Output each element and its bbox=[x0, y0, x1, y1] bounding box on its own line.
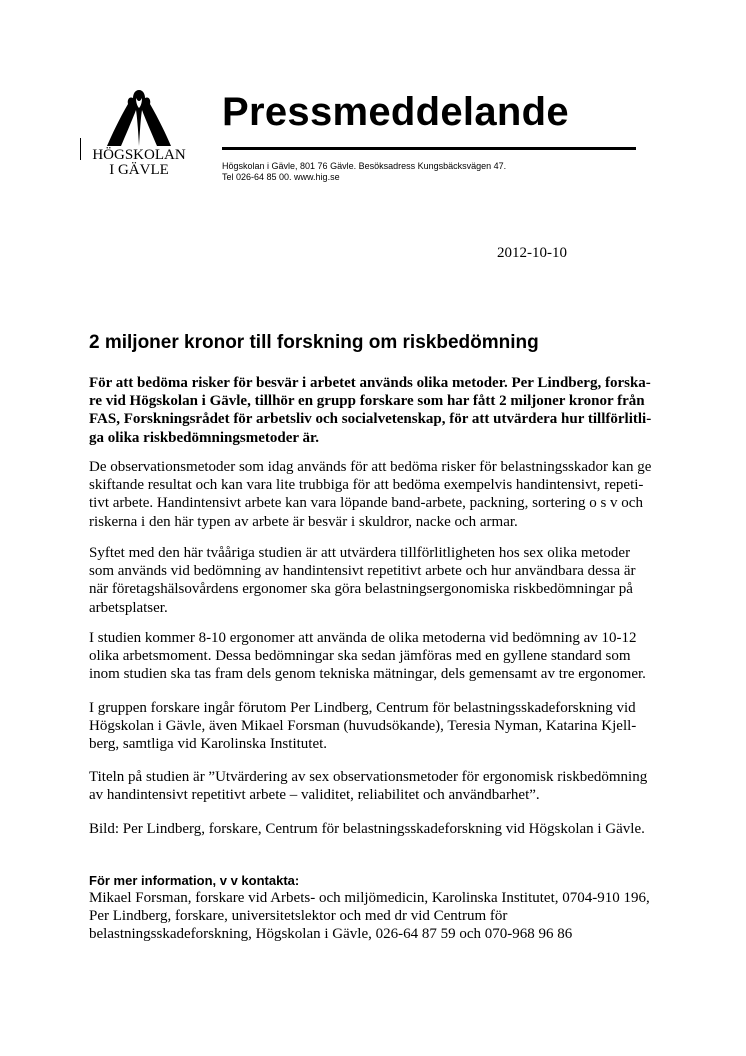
address-line: Högskolan i Gävle, 801 76 Gävle. Besöksadress Kungsbäcksvägen 47. bbox=[222, 161, 507, 171]
text-line: I studien kommer 8-10 ergonomer att använda de olika metoderna vid bedömning av 10-12 bbox=[89, 630, 637, 646]
body-paragraph bbox=[89, 458, 669, 531]
text-line: FAS, Forskningsrådet för arbetsliv och socialvetenskap, för att utvärdera hur tillförlitli- bbox=[89, 411, 652, 428]
text-line: Bild: Per Lindberg, forskare, Centrum för belastningsskadeforskning vid Högskolan i Gävle. bbox=[89, 821, 645, 837]
text-line: belastningsskadeforskning, Högskolan i Gävle, 026-64 87 59 och 070-968 96 86 bbox=[89, 926, 573, 943]
page-title: Pressmeddelande bbox=[222, 90, 569, 134]
text-line: olika arbetsmoment. Dessa bedömningar ska sedan jämföras med en gyllene standard som bbox=[89, 648, 631, 665]
text-line: I gruppen forskare ingår förutom Per Lindberg, Centrum för belastningsskadeforskning vid bbox=[89, 700, 636, 716]
text-line: re vid Högskolan i Gävle, tillhör en grupp forskare som har fått 2 miljoner kronor från bbox=[89, 393, 645, 410]
logo-divider bbox=[80, 138, 81, 160]
body-paragraph bbox=[89, 629, 669, 684]
logo-line-2: I GÄVLE bbox=[109, 162, 169, 178]
lead-paragraph bbox=[89, 374, 669, 447]
contact-line: Tel 026-64 85 00. www.hig.se bbox=[222, 172, 340, 182]
title-divider bbox=[222, 147, 636, 150]
body-paragraph bbox=[89, 699, 669, 754]
text-line: som används vid bedömning av handintensivt repetitivt arbete och hur användbara dessa är bbox=[89, 563, 636, 580]
text-line: Titeln på studien är ”Utvärdering av sex observationsmetoder för ergonomisk riskbedömning bbox=[89, 769, 648, 785]
text-line: riskerna i den här typen av arbete är besvär i skuldror, nacke och armar. bbox=[89, 513, 518, 530]
text-line: skiftande resultat och kan vara lite trubbiga för att bedöma exempelvis handintensivt, repeti- bbox=[89, 477, 644, 494]
text-line: ga olika riskbedömningsmetoder är. bbox=[89, 429, 320, 446]
text-line: För att bedöma risker för besvär i arbetet används olika metoder. Per Lindberg, forska- bbox=[89, 375, 651, 391]
text-line: De observationsmetoder som idag används för att bedöma risker för belastningsskador kan ge bbox=[89, 459, 652, 475]
university-logo-icon bbox=[103, 88, 175, 148]
text-line: tivt arbete. Handintensivt arbete kan vara löpande band-arbete, packning, sortering o s v och bbox=[89, 495, 643, 512]
headline: 2 miljoner kronor till forskning om riskbedömning bbox=[89, 332, 539, 353]
logo-wordmark bbox=[84, 148, 194, 178]
text-line: Högskolan i Gävle, även Mikael Forsman (huvudsökande), Teresia Nyman, Katarina Kjell- bbox=[89, 718, 637, 735]
text-line: Mikael Forsman, forskare vid Arbets- och miljömedicin, Karolinska Institutet, 0704-910 196, bbox=[89, 890, 650, 906]
body-paragraph bbox=[89, 768, 669, 804]
text-line: Syftet med den här tvååriga studien är att utvärdera tillförlitligheten hos sex olika metoder bbox=[89, 545, 631, 561]
contact-heading: För mer information, v v kontakta: bbox=[89, 873, 300, 888]
letterhead-address bbox=[222, 161, 506, 183]
logo-line-1: HÖGSKOLAN bbox=[92, 147, 186, 163]
text-line: arbetsplatser. bbox=[89, 599, 168, 616]
text-line: när företagshälsovårdens ergonomer ska göra belastningsergonomiska riskbedömningar på bbox=[89, 581, 633, 598]
text-line: Per Lindberg, forskare, universitetslektor och med dr vid Centrum för bbox=[89, 908, 508, 925]
contact-details bbox=[89, 889, 669, 944]
photo-caption bbox=[89, 820, 669, 838]
release-date: 2012-10-10 bbox=[497, 245, 567, 261]
text-line: berg, samtliga vid Karolinska Institutet. bbox=[89, 736, 328, 753]
text-line: inom studien ska tas fram dels genom tekniska mätningar, dels gemensamt av tre ergonomer. bbox=[89, 666, 646, 683]
text-line: av handintensivt repetitivt arbete – validitet, reliabilitet och användbarhet”. bbox=[89, 787, 540, 804]
body-paragraph bbox=[89, 544, 669, 617]
